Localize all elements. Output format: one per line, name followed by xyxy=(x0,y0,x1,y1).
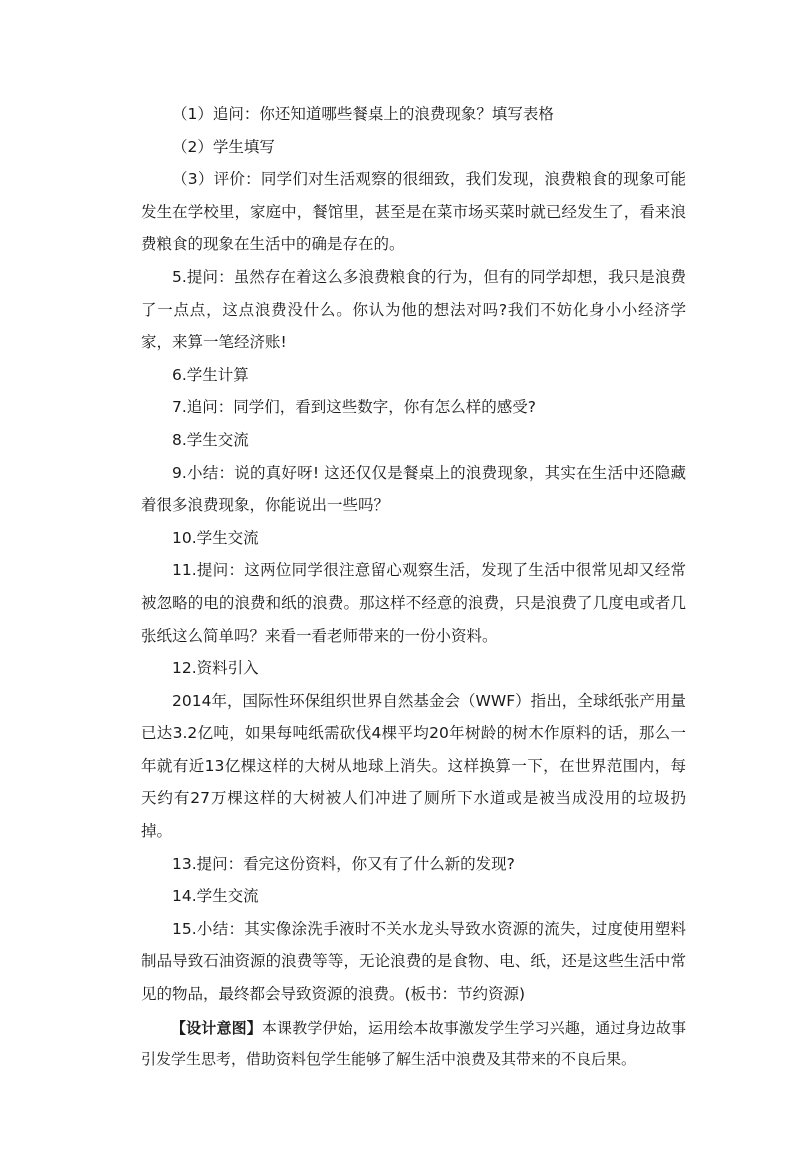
paragraph-step-13: 13.提问：看完这份资料，你又有了什么新的发现? xyxy=(172,854,515,873)
paragraph-step-12: 12.资料引入 xyxy=(172,659,259,678)
paragraph-evaluation: （3）评价：同学们对生活观察的很细致，我们发现，浪费粮食的现象可能发生在学校里，家庭中，餐馆里，甚至是在菜市场买菜时就已经发生了，看来浪费粮食的现象在生活中的确是存在的。 xyxy=(141,170,686,254)
paragraph-step-15: 15.小结：其实像涂洗手液时不关水龙头导致水资源的流失，过度使用塑料制品导致石油资源的浪费等等，无论浪费的是食物、电、纸，还是这些生活中常见的物品，最终都会导致资源的浪费。(板书：节约资源) xyxy=(141,919,686,1004)
design-intent-text: 本课教学伊始，运用绘本故事激发学生学习兴趣，通过身边故事引发学生思考，借助资料包学生能够了解生活中浪费及其带来的不良后果。 xyxy=(141,1018,686,1068)
paragraph-step-10: 10.学生交流 xyxy=(172,528,259,547)
paragraph-step-7: 7.追问：同学们，看到这些数字，你有怎么样的感受? xyxy=(172,398,537,417)
paragraph-step-6: 6.学生计算 xyxy=(172,365,249,384)
paragraph-students-fill: （2）学生填写 xyxy=(172,137,275,156)
paragraph-step-14: 14.学生交流 xyxy=(172,887,259,906)
document-body xyxy=(141,98,686,1075)
paragraph-followup-question: （1）追问：你还知道哪些餐桌上的浪费现象？填写表格 xyxy=(172,105,554,123)
paragraph-material: 2014年，国际性环保组织世界自然基金会（WWF）指出，全球纸张产用量已达3.2亿吨，如果每吨纸需砍伐4棵平均20年树龄的树木作原料的话，那么一年就有近13亿棵这样的大树从地球上消失。这样换算一下，在世界范围内，每天约有27万棵这样的大树被人们冲进了厕所下水道或是被当成没用的垃圾扔掉。 xyxy=(141,691,686,841)
design-intent-note xyxy=(141,1013,686,1075)
paragraph-step-8: 8.学生交流 xyxy=(172,430,249,449)
paragraph-question-5: 5.提问：虽然存在着这么多浪费粮食的行为，但有的同学却想，我只是浪费了一点点，这点浪费没什么。你认为他的想法对吗?我们不妨化身小小经济学家，来算一笔经济账! xyxy=(141,267,686,352)
design-intent-label: 【设计意图】 xyxy=(171,1018,262,1037)
paragraph-step-9: 9.小结：说的真好呀! 这还仅仅是餐桌上的浪费现象，其实在生活中还隐藏着很多浪费现象，你能说出一些吗？ xyxy=(141,463,686,515)
paragraph-step-11: 11.提问：这两位同学很注意留心观察生活，发现了生活中很常见却又经常被忽略的电的浪费和纸的浪费。那这样不经意的浪费，只是浪费了几度电或者几张纸这么简单吗？来看一看老师带来的一份小资料。 xyxy=(141,561,686,645)
